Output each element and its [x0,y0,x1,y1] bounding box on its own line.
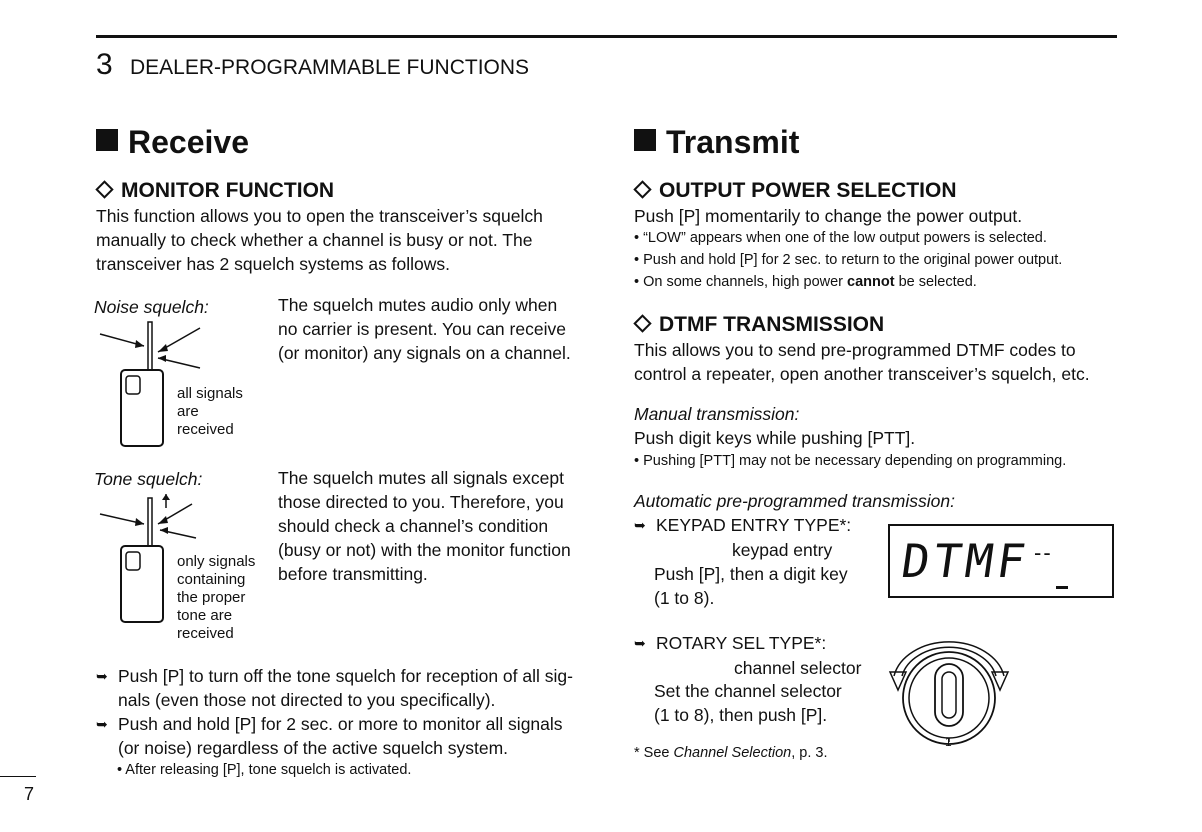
right-arrow-icon: ➥ [634,635,646,651]
knob-label: 1 [945,735,952,749]
diamond-outline-icon [633,181,651,199]
noise-squelch-caption [177,385,243,439]
rotary-sel-callout: channel selector [734,658,862,678]
noise-squelch-label: Noise squelch: [94,297,209,317]
auto-label: Automatic pre-programmed transmission: [634,491,955,511]
right-arrow-icon: ➥ [634,517,646,533]
dtmf-heading: DTMF TRANSMISSION [632,313,884,337]
text-line: nals (even those not directed to you specifically). [118,690,496,710]
keypad-entry-title: ➥ KEYPAD ENTRY TYPE*: [634,515,852,535]
caption-line: tone are [177,607,233,624]
caption-line: received [177,625,234,642]
text-line: (busy or not) with the monitor function [278,540,571,560]
lcd-display [888,524,1114,598]
monitor-heading: MONITOR FUNCTION [94,179,334,203]
text-line: (or noise) regardless of the active squelch system. [118,738,509,758]
text-line: manually to check whether a channel is busy or not. The [96,230,533,250]
list-item [96,712,563,760]
section-receive-title: Receive [96,124,249,160]
caption-line: all signals [177,385,243,402]
manual-label: Manual transmission: [634,404,800,424]
square-bullet-icon [634,129,656,151]
power-notes [634,227,1062,293]
diamond-outline-icon [633,315,651,333]
note-line: • Push and hold [P] for 2 sec. to return to the original power output. [634,252,1063,268]
power-intro: Push [P] momentarily to change the power output. [634,206,1023,226]
text-line: those directed to you. Therefore, you [278,492,564,512]
text-line: before transmitting. [278,564,428,584]
text-line: This function allows you to open the transceiver’s squelch [96,206,543,226]
text-line: (1 to 8), then push [P]. [654,705,828,725]
square-bullet-icon [96,129,118,151]
text-line: This allows you to send pre-programmed DTMF codes to [634,340,1076,360]
top-rule [96,35,1117,38]
note-line: • “LOW” appears when one of the low output powers is selected. [634,230,1047,246]
dtmf-paragraph [634,338,1090,386]
caption-line: received [177,421,234,438]
tone-squelch-caption [177,553,255,643]
bullet-note: • After releasing [P], tone squelch is activated. [117,762,412,778]
noise-squelch-description [278,293,571,365]
text-line: The squelch mutes all signals except [278,468,564,488]
chapter-title: DEALER-PROGRAMMABLE FUNCTIONS [130,56,530,79]
right-arrow-icon: ➥ [96,716,108,732]
page-number: 7 [24,784,35,804]
diamond-outline-icon [95,181,113,199]
manual-text: Push digit keys while pushing [PTT]. [634,428,916,448]
caption-line: only signals [177,553,256,570]
chapter-number: 3 [96,48,113,81]
list-item [96,664,573,712]
lcd-dash: -- [1034,540,1053,565]
text-line: control a repeater, open another transceiver’s squelch, etc. [634,364,1090,384]
monitor-paragraph [96,204,596,276]
keypad-entry-callout: keypad entry [732,540,833,560]
lcd-cursor [1056,586,1068,589]
text-line: Push [P] to turn off the tone squelch for reception of all sig- [118,666,573,686]
note-line: • On some channels, high power cannot be selected. [634,274,977,290]
power-heading: OUTPUT POWER SELECTION [632,179,957,203]
section-transmit-title: Transmit [634,124,799,160]
text-line: Set the channel selector [654,681,842,701]
text-line: (1 to 8). [654,588,715,608]
rotary-sel-instructions [654,679,842,727]
tone-squelch-label: Tone squelch: [94,469,203,489]
footnote: * See Channel Selection, p. 3. [634,745,828,761]
text-line: no carrier is present. You can receive [278,319,566,339]
channel-selector-knob-illustration [884,636,1014,748]
keypad-entry-instructions [654,562,848,610]
text-line: Push and hold [P] for 2 sec. or more to monitor all signals [118,714,563,734]
right-arrow-icon: ➥ [96,668,108,684]
manual-note: • Pushing [PTT] may not be necessary depending on programming. [634,453,1067,469]
rotary-sel-title: ➥ ROTARY SEL TYPE*: [634,633,827,653]
text-line: (or monitor) any signals on a channel. [278,343,571,363]
text-line: should check a channel’s condition [278,516,549,536]
text-line: transceiver has 2 squelch systems as follows. [96,254,451,274]
tone-squelch-description [278,466,571,586]
caption-line: containing [177,571,246,588]
caption-line: the proper [177,589,246,606]
text-line: The squelch mutes audio only when [278,295,558,315]
page-number-rule [0,776,36,777]
caption-line: are [177,403,199,420]
text-line: Push [P], then a digit key [654,564,848,584]
lcd-text: DTMF [898,534,1033,588]
